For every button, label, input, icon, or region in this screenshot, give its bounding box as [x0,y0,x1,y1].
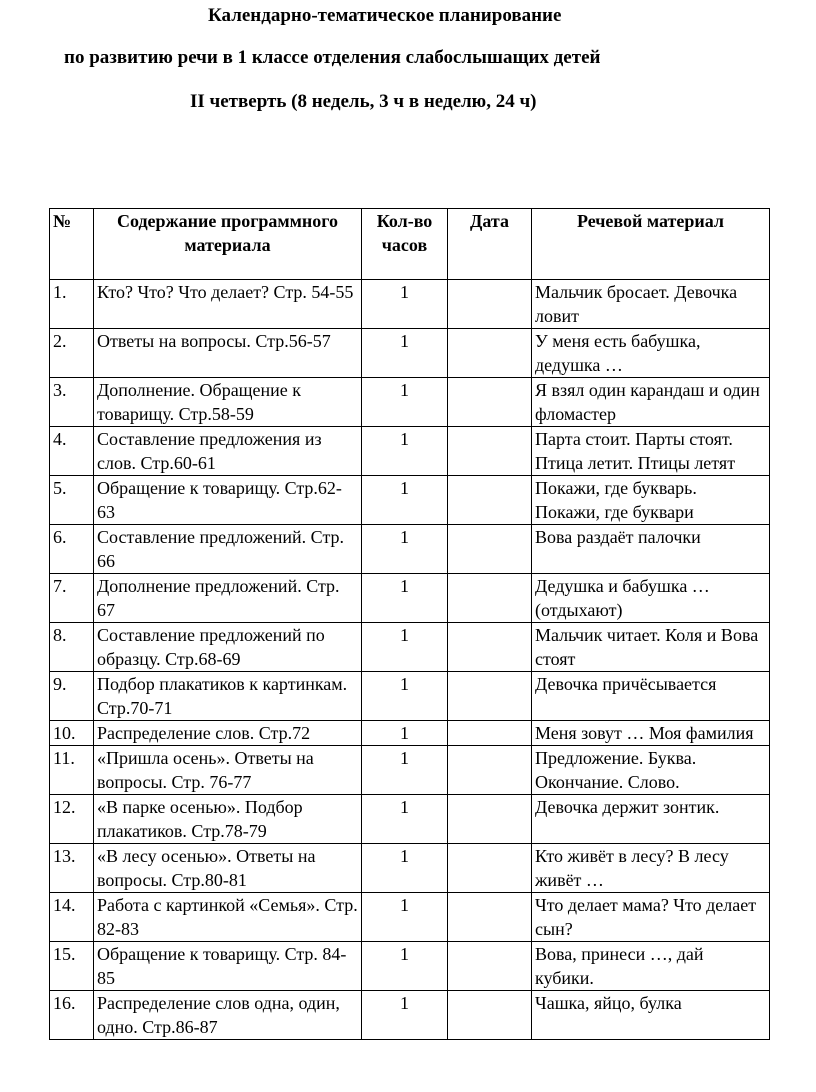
cell-date [448,844,532,893]
cell-content: «В лесу осенью». Ответы на вопросы. Стр.80-81 [94,844,362,893]
cell-num: 14. [50,893,94,942]
cell-content: Обращение к товарищу. Стр.62-63 [94,476,362,525]
cell-hours: 1 [362,378,448,427]
cell-date [448,525,532,574]
table-row [50,378,770,427]
cell-speech: Девочка держит зонтик. [532,795,770,844]
cell-num: 1. [50,280,94,329]
table-row [50,991,770,1040]
cell-content: «В парке осенью». Подбор плакатиков. Стр.78-79 [94,795,362,844]
cell-num: 9. [50,672,94,721]
cell-speech: Что делает мама? Что делает сын? [532,893,770,942]
table-row [50,942,770,991]
cell-hours: 1 [362,893,448,942]
cell-hours: 1 [362,476,448,525]
table-row [50,623,770,672]
header-num: № [50,209,94,280]
cell-hours: 1 [362,574,448,623]
cell-num: 11. [50,746,94,795]
cell-content: Ответы на вопросы. Стр.56-57 [94,329,362,378]
cell-hours: 1 [362,942,448,991]
cell-date [448,280,532,329]
cell-content: Дополнение. Обращение к товарищу. Стр.58-59 [94,378,362,427]
cell-date [448,942,532,991]
cell-content: Составление предложений по образцу. Стр.68-69 [94,623,362,672]
table-row [50,746,770,795]
cell-content: Составление предложений. Стр. 66 [94,525,362,574]
cell-speech: Я взял один карандаш и один фломастер [532,378,770,427]
cell-hours: 1 [362,844,448,893]
cell-date [448,476,532,525]
cell-date [448,721,532,746]
table-row [50,795,770,844]
cell-date [448,378,532,427]
table-row [50,525,770,574]
table-row [50,329,770,378]
table-row [50,280,770,329]
cell-content: Подбор плакатиков к картинкам. Стр.70-71 [94,672,362,721]
table-row [50,476,770,525]
cell-date [448,991,532,1040]
cell-hours: 1 [362,991,448,1040]
cell-hours: 1 [362,427,448,476]
table-row [50,574,770,623]
cell-speech: Предложение. Буква. Окончание. Слово. [532,746,770,795]
cell-speech: Мальчик бросает. Девочка ловит [532,280,770,329]
cell-speech: Покажи, где букварь. Покажи, где буквари [532,476,770,525]
cell-content: «Пришла осень». Ответы на вопросы. Стр. 76-77 [94,746,362,795]
header-content: Содержание программного материала [94,209,362,280]
cell-num: 12. [50,795,94,844]
header-speech: Речевой материал [532,209,770,280]
cell-speech: Парта стоит. Парты стоят. Птица летит. Птицы летят [532,427,770,476]
cell-speech: Мальчик читает. Коля и Вова стоят [532,623,770,672]
cell-speech: Меня зовут … Моя фамилия [532,721,770,746]
cell-hours: 1 [362,746,448,795]
cell-speech: Чашка, яйцо, булка [532,991,770,1040]
title-line-2: по развитию речи в 1 классе отделения слабослышащих детей [64,47,601,68]
cell-date [448,329,532,378]
cell-num: 5. [50,476,94,525]
cell-content: Работа с картинкой «Семья». Стр. 82-83 [94,893,362,942]
cell-date [448,427,532,476]
cell-speech: Девочка причёсывается [532,672,770,721]
plan-table [49,208,770,1040]
cell-speech: Вова, принеси …, дай кубики. [532,942,770,991]
cell-date [448,672,532,721]
cell-speech: Вова раздаёт палочки [532,525,770,574]
cell-hours: 1 [362,672,448,721]
cell-speech: У меня есть бабушка, дедушка … [532,329,770,378]
cell-num: 15. [50,942,94,991]
table-header-row [50,209,770,280]
table-row [50,721,770,746]
table-row [50,672,770,721]
cell-hours: 1 [362,280,448,329]
cell-hours: 1 [362,525,448,574]
cell-num: 2. [50,329,94,378]
cell-num: 4. [50,427,94,476]
table-row [50,893,770,942]
cell-num: 6. [50,525,94,574]
cell-content: Кто? Что? Что делает? Стр. 54-55 [94,280,362,329]
cell-date [448,893,532,942]
cell-hours: 1 [362,329,448,378]
cell-date [448,574,532,623]
cell-content: Обращение к товарищу. Стр. 84-85 [94,942,362,991]
title-line-3: II четверть (8 недель, 3 ч в неделю, 24 ч) [190,91,537,112]
table-row [50,427,770,476]
cell-hours: 1 [362,721,448,746]
table-row [50,844,770,893]
cell-speech: Дедушка и бабушка … (отдыхают) [532,574,770,623]
cell-speech: Кто живёт в лесу? В лесу живёт … [532,844,770,893]
cell-date [448,623,532,672]
cell-num: 8. [50,623,94,672]
cell-date [448,746,532,795]
cell-hours: 1 [362,623,448,672]
cell-hours: 1 [362,795,448,844]
cell-num: 16. [50,991,94,1040]
cell-content: Распределение слов одна, один, одно. Стр.86-87 [94,991,362,1040]
header-hours: Кол-во часов [362,209,448,280]
cell-num: 13. [50,844,94,893]
cell-num: 10. [50,721,94,746]
cell-content: Дополнение предложений. Стр. 67 [94,574,362,623]
header-date: Дата [448,209,532,280]
cell-content: Распределение слов. Стр.72 [94,721,362,746]
title-line-1: Календарно-тематическое планирование [208,5,562,26]
cell-content: Составление предложения из слов. Стр.60-61 [94,427,362,476]
cell-num: 7. [50,574,94,623]
cell-date [448,795,532,844]
cell-num: 3. [50,378,94,427]
